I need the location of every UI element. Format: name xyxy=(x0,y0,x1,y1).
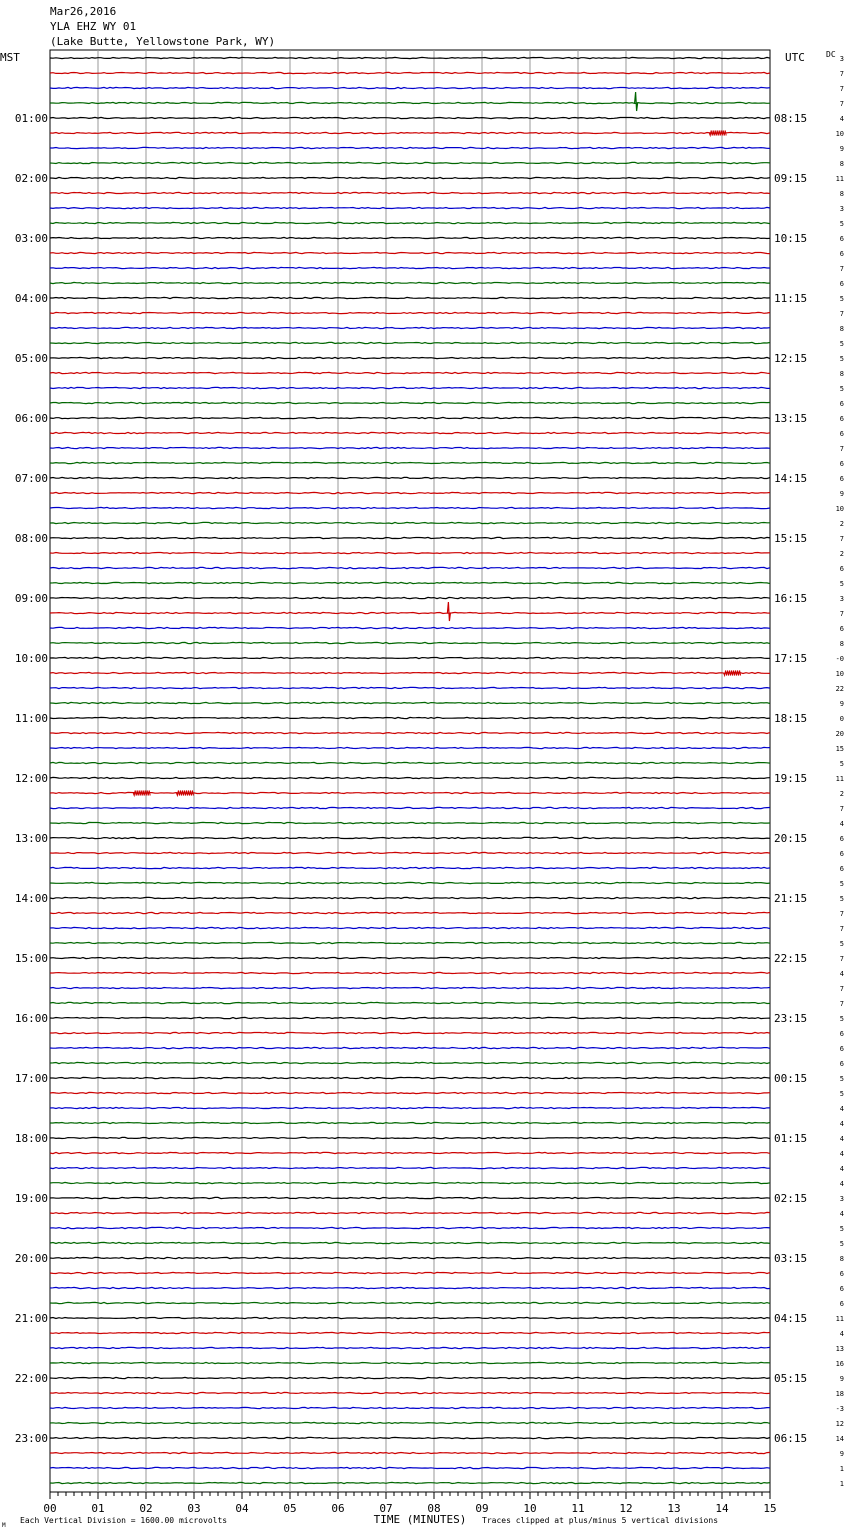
trace-row xyxy=(50,552,770,553)
dc-offset-value: 14 xyxy=(835,1435,844,1443)
dc-offset-value: 5 xyxy=(839,880,844,888)
dc-offset-value: 0 xyxy=(839,715,844,723)
trace-row xyxy=(50,1032,770,1033)
dc-offset-value: 5 xyxy=(839,1015,844,1023)
dc-offset-value: 9 xyxy=(839,1450,844,1458)
x-tick-label: 12 xyxy=(619,1502,633,1515)
dc-offset-value: 13 xyxy=(835,1345,844,1353)
dc-offset-value: 5 xyxy=(839,220,844,228)
dc-offset-value: 16 xyxy=(835,1360,844,1368)
dc-offset-value: 10 xyxy=(835,505,844,513)
right-hour-label: 00:15 xyxy=(774,1072,808,1085)
dc-offset-value: 7 xyxy=(839,1000,844,1008)
dc-offset-value: 4 xyxy=(839,1165,844,1173)
left-hour-label: 10:00 xyxy=(14,652,48,665)
trace-row xyxy=(50,987,770,988)
dc-offset-value: 8 xyxy=(839,370,844,378)
trace-row xyxy=(50,537,770,538)
right-hour-label: 01:15 xyxy=(774,1132,808,1145)
trace-row xyxy=(50,222,770,223)
trace-row xyxy=(50,1017,770,1018)
trace-row xyxy=(50,312,770,313)
dc-offset-value: 6 xyxy=(839,835,844,843)
right-hour-label: 04:15 xyxy=(774,1312,808,1325)
trace-row xyxy=(50,177,770,178)
dc-offset-value: 10 xyxy=(835,670,844,678)
trace-row xyxy=(50,1272,770,1273)
trace-row xyxy=(50,342,770,343)
dc-offset-value: 4 xyxy=(839,1330,844,1338)
dc-offset-value: 8 xyxy=(839,640,844,648)
left-hour-label: 17:00 xyxy=(14,1072,48,1085)
dc-offset-value: 6 xyxy=(839,865,844,873)
dc-offset-value: 7 xyxy=(839,535,844,543)
dc-offset-value: 6 xyxy=(839,400,844,408)
left-hour-label: 08:00 xyxy=(14,532,48,545)
trace-row xyxy=(50,657,770,658)
trace-row xyxy=(50,1287,770,1288)
trace-row xyxy=(50,267,770,268)
trace-row xyxy=(50,1122,770,1123)
trace-row xyxy=(50,387,770,388)
dc-offset-value: -3 xyxy=(835,1405,844,1413)
trace-row xyxy=(50,372,770,373)
dc-offset-value: 2 xyxy=(839,550,844,558)
trace-row xyxy=(50,147,770,148)
dc-offset-value: 2 xyxy=(839,520,844,528)
left-hour-label: 06:00 xyxy=(14,412,48,425)
dc-offset-value: 8 xyxy=(839,325,844,333)
trace-row xyxy=(50,207,770,208)
right-hour-label: 02:15 xyxy=(774,1192,808,1205)
dc-offset-value: 18 xyxy=(835,1390,844,1398)
trace-row xyxy=(50,777,770,778)
dc-offset-value: 12 xyxy=(835,1420,844,1428)
right-hour-label: 14:15 xyxy=(774,472,808,485)
left-hour-label: 04:00 xyxy=(14,292,48,305)
dc-header-label: DC xyxy=(826,50,836,59)
trace-row xyxy=(50,1047,770,1048)
event-burst xyxy=(133,791,150,796)
dc-offset-value: 8 xyxy=(839,160,844,168)
dc-offset-value: 5 xyxy=(839,385,844,393)
trace-row xyxy=(50,297,770,298)
right-hour-label: 15:15 xyxy=(774,532,808,545)
dc-offset-value: 9 xyxy=(839,145,844,153)
dc-offset-value: 5 xyxy=(839,295,844,303)
dc-offset-value: 4 xyxy=(839,1180,844,1188)
event-spike xyxy=(447,602,450,621)
trace-row xyxy=(50,1182,770,1183)
dc-offset-value: 5 xyxy=(839,760,844,768)
left-hour-label: 18:00 xyxy=(14,1132,48,1145)
trace-row xyxy=(50,1002,770,1003)
dc-offset-value: 5 xyxy=(839,895,844,903)
trace-row xyxy=(50,447,770,448)
dc-offset-value: 6 xyxy=(839,1300,844,1308)
dc-offset-value: 5 xyxy=(839,940,844,948)
dc-offset-value: 3 xyxy=(839,595,844,603)
trace-row xyxy=(50,762,770,763)
trace-row xyxy=(50,522,770,523)
x-tick-label: 02 xyxy=(139,1502,153,1515)
trace-row xyxy=(50,357,770,358)
x-tick-label: 14 xyxy=(715,1502,729,1515)
trace-row xyxy=(50,1107,770,1108)
trace-row xyxy=(50,927,770,928)
dc-offset-value: 6 xyxy=(839,1270,844,1278)
left-hour-label: 22:00 xyxy=(14,1372,48,1385)
station-location: (Lake Butte, Yellowstone Park, WY) xyxy=(50,35,276,48)
dc-offset-value: 6 xyxy=(839,1060,844,1068)
right-hour-label: 08:15 xyxy=(774,112,808,125)
left-hour-label: 11:00 xyxy=(14,712,48,725)
left-hour-label: 15:00 xyxy=(14,952,48,965)
dc-offset-value: 6 xyxy=(839,850,844,858)
x-tick-label: 08 xyxy=(427,1502,441,1515)
dc-offset-value: 4 xyxy=(839,1150,844,1158)
left-timezone-label: MST xyxy=(0,51,20,64)
trace-row xyxy=(50,477,770,478)
x-tick-label: 00 xyxy=(43,1502,57,1515)
right-hour-label: 05:15 xyxy=(774,1372,808,1385)
left-hour-label: 01:00 xyxy=(14,112,48,125)
dc-offset-value: 7 xyxy=(839,910,844,918)
plot-date: Mar26,2016 xyxy=(50,5,117,18)
right-hour-label: 16:15 xyxy=(774,592,808,605)
left-hour-label: 20:00 xyxy=(14,1252,48,1265)
trace-row xyxy=(50,732,770,733)
trace-row xyxy=(50,1062,770,1063)
trace-row xyxy=(50,132,770,133)
right-hour-label: 03:15 xyxy=(774,1252,808,1265)
trace-row xyxy=(50,882,770,883)
trace-row xyxy=(50,1377,770,1378)
dc-offset-value: 2 xyxy=(839,790,844,798)
trace-row xyxy=(50,1422,770,1423)
dc-offset-value: 7 xyxy=(839,955,844,963)
dc-offset-value: 7 xyxy=(839,310,844,318)
dc-offset-value: 5 xyxy=(839,580,844,588)
trace-row xyxy=(50,192,770,193)
dc-offset-value: 6 xyxy=(839,460,844,468)
left-hour-label: 12:00 xyxy=(14,772,48,785)
trace-row xyxy=(50,1152,770,1153)
trace-row xyxy=(50,837,770,838)
right-hour-label: 13:15 xyxy=(774,412,808,425)
dc-offset-value: 22 xyxy=(835,685,844,693)
right-hour-label: 21:15 xyxy=(774,892,808,905)
trace-row xyxy=(50,507,770,508)
dc-offset-value: 11 xyxy=(835,775,844,783)
right-hour-label: 09:15 xyxy=(774,172,808,185)
trace-row xyxy=(50,1257,770,1258)
dc-offset-value: 6 xyxy=(839,565,844,573)
trace-row xyxy=(50,1332,770,1333)
dc-offset-value: 4 xyxy=(839,1135,844,1143)
dc-offset-value: 6 xyxy=(839,250,844,258)
right-hour-label: 12:15 xyxy=(774,352,808,365)
station-code: YLA EHZ WY 01 xyxy=(50,20,137,33)
trace-row xyxy=(50,807,770,808)
trace-row xyxy=(50,1212,770,1213)
dc-offset-value: 7 xyxy=(839,100,844,108)
dc-offset-value: 7 xyxy=(839,70,844,78)
dc-offset-value: 6 xyxy=(839,1030,844,1038)
trace-row xyxy=(50,162,770,163)
trace-row xyxy=(50,87,770,88)
plot-frame xyxy=(50,50,770,1492)
x-tick-label: 04 xyxy=(235,1502,249,1515)
dc-offset-value: 20 xyxy=(835,730,844,738)
dc-offset-value: 7 xyxy=(839,610,844,618)
dc-offset-value: 9 xyxy=(839,700,844,708)
trace-row xyxy=(50,822,770,823)
dc-offset-value: 4 xyxy=(839,970,844,978)
dc-offset-value: 9 xyxy=(839,490,844,498)
dc-offset-value: 3 xyxy=(839,55,844,63)
corner-mark: M xyxy=(2,1522,6,1529)
dc-offset-value: 4 xyxy=(839,1105,844,1113)
dc-offset-value: 4 xyxy=(839,1210,844,1218)
dc-offset-value: 1 xyxy=(839,1480,844,1488)
trace-row xyxy=(50,567,770,568)
trace-row xyxy=(50,57,770,58)
trace-row xyxy=(50,1227,770,1228)
x-tick-label: 01 xyxy=(91,1502,105,1515)
trace-row xyxy=(50,702,770,703)
x-axis-label: TIME (MINUTES) xyxy=(373,1513,467,1526)
dc-offset-value: 7 xyxy=(839,85,844,93)
dc-offset-value: 1 xyxy=(839,1465,844,1473)
trace-row xyxy=(50,252,770,253)
right-hour-label: 18:15 xyxy=(774,712,808,725)
right-hour-label: 10:15 xyxy=(774,232,808,245)
left-hour-label: 05:00 xyxy=(14,352,48,365)
trace-row xyxy=(50,1407,770,1408)
trace-row xyxy=(50,1467,770,1468)
trace-row xyxy=(50,432,770,433)
left-hour-label: 16:00 xyxy=(14,1012,48,1025)
dc-offset-value: 5 xyxy=(839,1090,844,1098)
trace-row xyxy=(50,957,770,958)
right-hour-label: 23:15 xyxy=(774,1012,808,1025)
trace-row xyxy=(50,1197,770,1198)
left-hour-label: 09:00 xyxy=(14,592,48,605)
dc-offset-value: 7 xyxy=(839,925,844,933)
trace-row xyxy=(50,747,770,748)
trace-row xyxy=(50,1317,770,1318)
dc-offset-value: 11 xyxy=(835,1315,844,1323)
x-tick-label: 15 xyxy=(763,1502,777,1515)
trace-row xyxy=(50,912,770,913)
event-burst xyxy=(709,131,726,136)
right-hour-label: 19:15 xyxy=(774,772,808,785)
trace-row xyxy=(50,1077,770,1078)
trace-row xyxy=(50,597,770,598)
trace-row xyxy=(50,1452,770,1453)
trace-row xyxy=(50,942,770,943)
dc-offset-value: 11 xyxy=(835,175,844,183)
trace-row xyxy=(50,102,770,103)
dc-offset-value: 6 xyxy=(839,475,844,483)
trace-row xyxy=(50,612,770,613)
x-tick-label: 11 xyxy=(571,1502,585,1515)
trace-row xyxy=(50,1167,770,1168)
dc-offset-value: 5 xyxy=(839,1075,844,1083)
right-hour-label: 20:15 xyxy=(774,832,808,845)
trace-row xyxy=(50,1482,770,1483)
event-burst xyxy=(176,791,193,796)
clip-note: Traces clipped at plus/minus 5 vertical divisions xyxy=(482,1516,719,1525)
dc-offset-value: 10 xyxy=(835,130,844,138)
x-tick-label: 13 xyxy=(667,1502,681,1515)
trace-row xyxy=(50,852,770,853)
trace-row xyxy=(50,282,770,283)
dc-offset-value: -0 xyxy=(835,655,844,663)
trace-row xyxy=(50,117,770,118)
trace-row xyxy=(50,1242,770,1243)
dc-offset-value: 5 xyxy=(839,355,844,363)
trace-row xyxy=(50,1437,770,1438)
trace-row xyxy=(50,1092,770,1093)
trace-row xyxy=(50,897,770,898)
dc-offset-value: 6 xyxy=(839,280,844,288)
right-timezone-label: UTC xyxy=(785,51,805,64)
scale-note: Each Vertical Division = 1600.00 microvolts xyxy=(20,1516,228,1525)
trace-row xyxy=(50,462,770,463)
dc-offset-value: 7 xyxy=(839,265,844,273)
left-hour-label: 03:00 xyxy=(14,232,48,245)
trace-row xyxy=(50,642,770,643)
dc-offset-value: 6 xyxy=(839,625,844,633)
trace-row xyxy=(50,687,770,688)
dc-offset-value: 5 xyxy=(839,1240,844,1248)
left-hour-label: 07:00 xyxy=(14,472,48,485)
x-tick-label: 03 xyxy=(187,1502,201,1515)
right-hour-label: 06:15 xyxy=(774,1432,808,1445)
dc-offset-value: 8 xyxy=(839,1255,844,1263)
x-tick-label: 07 xyxy=(379,1502,393,1515)
dc-offset-value: 7 xyxy=(839,985,844,993)
dc-offset-value: 7 xyxy=(839,805,844,813)
dc-offset-value: 5 xyxy=(839,1225,844,1233)
left-hour-label: 02:00 xyxy=(14,172,48,185)
dc-offset-value: 15 xyxy=(835,745,844,753)
x-tick-label: 06 xyxy=(331,1502,345,1515)
dc-offset-value: 6 xyxy=(839,1285,844,1293)
trace-row xyxy=(50,867,770,868)
trace-row xyxy=(50,582,770,583)
right-hour-label: 17:15 xyxy=(774,652,808,665)
dc-offset-value: 4 xyxy=(839,115,844,123)
right-hour-label: 22:15 xyxy=(774,952,808,965)
event-burst xyxy=(724,671,741,676)
x-tick-label: 05 xyxy=(283,1502,297,1515)
dc-offset-value: 6 xyxy=(839,430,844,438)
left-hour-label: 14:00 xyxy=(14,892,48,905)
dc-offset-value: 6 xyxy=(839,235,844,243)
dc-offset-value: 4 xyxy=(839,820,844,828)
trace-row xyxy=(50,672,770,673)
left-hour-label: 13:00 xyxy=(14,832,48,845)
left-hour-label: 21:00 xyxy=(14,1312,48,1325)
left-hour-label: 19:00 xyxy=(14,1192,48,1205)
x-tick-label: 10 xyxy=(523,1502,537,1515)
trace-row xyxy=(50,492,770,493)
trace-row xyxy=(50,1362,770,1363)
trace-row xyxy=(50,1302,770,1303)
trace-row xyxy=(50,972,770,973)
dc-offset-value: 3 xyxy=(839,1195,844,1203)
dc-offset-value: 6 xyxy=(839,415,844,423)
trace-row xyxy=(50,792,770,793)
right-hour-label: 11:15 xyxy=(774,292,808,305)
trace-row xyxy=(50,417,770,418)
dc-offset-value: 8 xyxy=(839,190,844,198)
left-hour-label: 23:00 xyxy=(14,1432,48,1445)
trace-row xyxy=(50,1392,770,1393)
trace-row xyxy=(50,402,770,403)
trace-row xyxy=(50,72,770,73)
trace-row xyxy=(50,1347,770,1348)
x-tick-label: 09 xyxy=(475,1502,489,1515)
trace-row xyxy=(50,327,770,328)
event-spike xyxy=(635,92,638,111)
trace-row xyxy=(50,717,770,718)
dc-offset-value: 7 xyxy=(839,445,844,453)
dc-offset-value: 4 xyxy=(839,1120,844,1128)
trace-row xyxy=(50,627,770,628)
dc-offset-value: 6 xyxy=(839,1045,844,1053)
trace-row xyxy=(50,237,770,238)
dc-offset-value: 9 xyxy=(839,1375,844,1383)
dc-offset-value: 5 xyxy=(839,340,844,348)
dc-offset-value: 3 xyxy=(839,205,844,213)
trace-row xyxy=(50,1137,770,1138)
